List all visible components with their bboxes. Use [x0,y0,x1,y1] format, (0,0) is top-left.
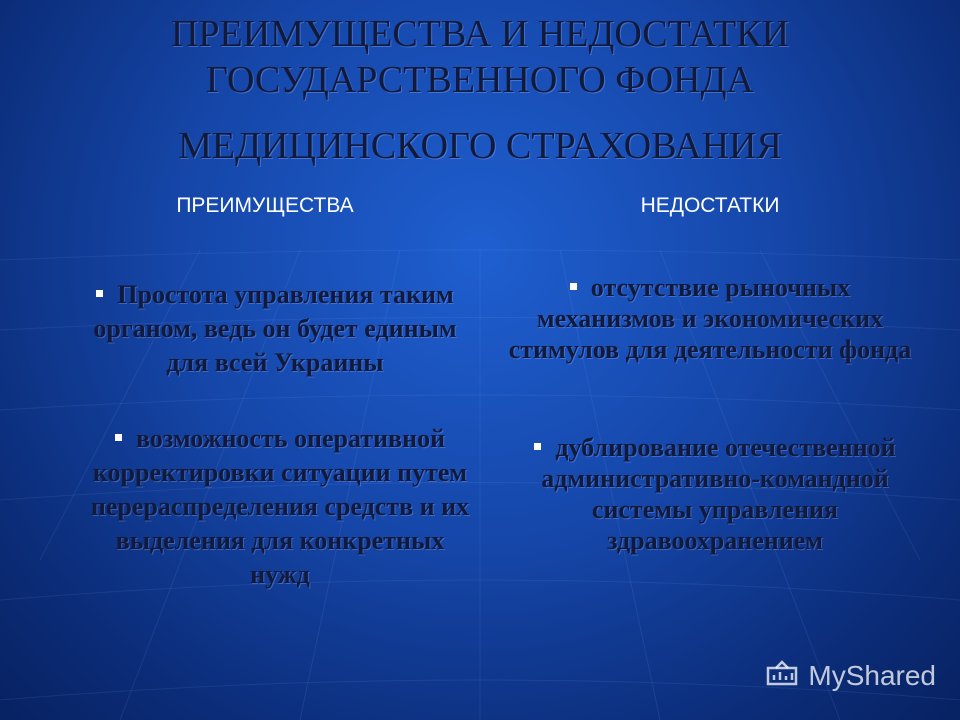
advantage-text-2: возможность оперативной корректировки ситуации путем перераспределения средств и их выделения для конкретных нужд [90,424,470,589]
disadvantage-item-2 [510,432,920,556]
disadvantage-text-1: отсутствие рыночных механизмов и экономических стимулов для деятельности фонда [508,273,912,364]
title-line-1: ПРЕИМУЩЕСТВА И НЕДОСТАТКИ [170,13,790,55]
bullet-square-icon [534,443,541,450]
title-line-2: ГОСУДАРСТВЕННОГО ФОНДА [206,59,754,101]
advantage-item-2 [90,422,470,592]
advantage-item-1 [80,278,470,380]
advantages-header: ПРЕИМУЩЕСТВА [176,194,354,217]
bullet-square-icon [570,283,577,290]
disadvantage-item-1 [500,272,920,365]
bullet-square-icon [115,434,122,441]
advantage-text-1: Простота управления таким органом, ведь он будет единым для всей Украины [93,280,457,377]
bullet-square-icon [96,290,103,297]
disadvantages-header: НЕДОСТАТКИ [640,194,780,217]
disadvantage-text-2: дублирование отечественной административно-командной системы управления здравоохранением [541,433,896,555]
watermark [764,660,936,692]
watermark-text: MyShared [808,660,936,691]
title-line-3: МЕДИЦИНСКОГО СТРАХОВАНИЯ [178,125,782,167]
presentation-board-icon [764,660,800,692]
